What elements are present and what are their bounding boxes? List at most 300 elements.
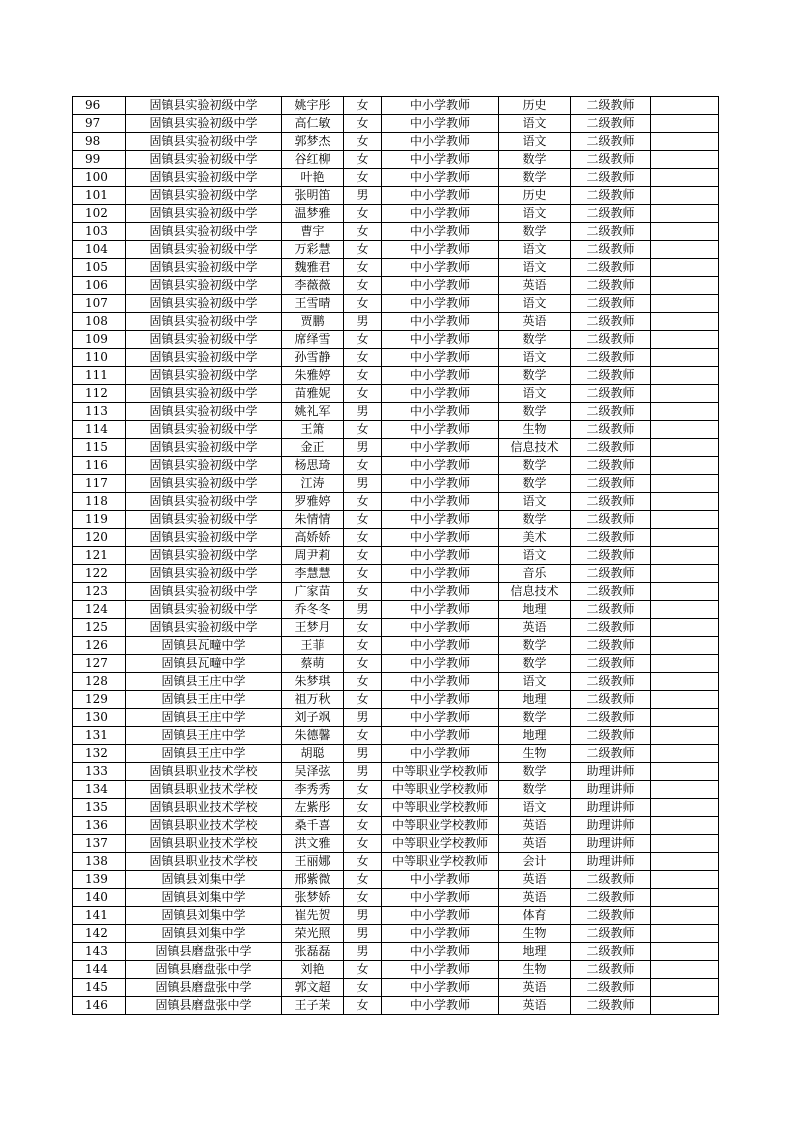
- name-cell: 曹宇: [282, 223, 344, 241]
- gender-cell: 男: [344, 439, 382, 457]
- title-cell: 助理讲师: [571, 799, 651, 817]
- blank-cell: [651, 223, 719, 241]
- school-cell: 固镇县实验初级中学: [126, 421, 282, 439]
- subject-cell: 英语: [499, 277, 571, 295]
- subject-cell: 英语: [499, 835, 571, 853]
- title-cell: 二级教师: [571, 349, 651, 367]
- category-cell: 中小学教师: [382, 277, 499, 295]
- row-number: 113: [73, 403, 126, 421]
- title-cell: 二级教师: [571, 583, 651, 601]
- category-cell: 中小学教师: [382, 205, 499, 223]
- name-cell: 李慧慧: [282, 565, 344, 583]
- subject-cell: 历史: [499, 97, 571, 115]
- subject-cell: 语文: [499, 385, 571, 403]
- name-cell: 刘艳: [282, 961, 344, 979]
- school-cell: 固镇县实验初级中学: [126, 529, 282, 547]
- school-cell: 固镇县实验初级中学: [126, 313, 282, 331]
- row-number: 124: [73, 601, 126, 619]
- row-number: 146: [73, 997, 126, 1015]
- title-cell: 二级教师: [571, 709, 651, 727]
- gender-cell: 女: [344, 547, 382, 565]
- school-cell: 固镇县实验初级中学: [126, 277, 282, 295]
- blank-cell: [651, 601, 719, 619]
- category-cell: 中小学教师: [382, 331, 499, 349]
- row-number: 103: [73, 223, 126, 241]
- school-cell: 固镇县磨盘张中学: [126, 943, 282, 961]
- row-number: 128: [73, 673, 126, 691]
- subject-cell: 语文: [499, 673, 571, 691]
- category-cell: 中小学教师: [382, 637, 499, 655]
- blank-cell: [651, 403, 719, 421]
- name-cell: 姚宇彤: [282, 97, 344, 115]
- name-cell: 桑千喜: [282, 817, 344, 835]
- table-row: [73, 475, 719, 493]
- subject-cell: 语文: [499, 547, 571, 565]
- subject-cell: 数学: [499, 763, 571, 781]
- category-cell: 中小学教师: [382, 889, 499, 907]
- name-cell: 荣光照: [282, 925, 344, 943]
- gender-cell: 女: [344, 817, 382, 835]
- table-row: [73, 691, 719, 709]
- school-cell: 固镇县实验初级中学: [126, 601, 282, 619]
- name-cell: 乔冬冬: [282, 601, 344, 619]
- name-cell: 王箫: [282, 421, 344, 439]
- title-cell: 二级教师: [571, 997, 651, 1015]
- blank-cell: [651, 439, 719, 457]
- subject-cell: 生物: [499, 961, 571, 979]
- gender-cell: 男: [344, 943, 382, 961]
- name-cell: 谷红柳: [282, 151, 344, 169]
- row-number: 96: [73, 97, 126, 115]
- category-cell: 中小学教师: [382, 691, 499, 709]
- category-cell: 中等职业学校教师: [382, 817, 499, 835]
- table-row: [73, 385, 719, 403]
- gender-cell: 女: [344, 799, 382, 817]
- blank-cell: [651, 907, 719, 925]
- gender-cell: 男: [344, 475, 382, 493]
- table-row: [73, 313, 719, 331]
- row-number: 144: [73, 961, 126, 979]
- name-cell: 崔先贺: [282, 907, 344, 925]
- category-cell: 中小学教师: [382, 907, 499, 925]
- name-cell: 王子茉: [282, 997, 344, 1015]
- table-row: [73, 403, 719, 421]
- school-cell: 固镇县王庄中学: [126, 727, 282, 745]
- title-cell: 二级教师: [571, 439, 651, 457]
- title-cell: 助理讲师: [571, 835, 651, 853]
- table-row: [73, 727, 719, 745]
- table-row: [73, 187, 719, 205]
- title-cell: 二级教师: [571, 295, 651, 313]
- school-cell: 固镇县职业技术学校: [126, 853, 282, 871]
- name-cell: 席绎雪: [282, 331, 344, 349]
- category-cell: 中小学教师: [382, 601, 499, 619]
- table-row: [73, 889, 719, 907]
- school-cell: 固镇县实验初级中学: [126, 385, 282, 403]
- blank-cell: [651, 565, 719, 583]
- title-cell: 二级教师: [571, 691, 651, 709]
- gender-cell: 女: [344, 727, 382, 745]
- category-cell: 中小学教师: [382, 169, 499, 187]
- name-cell: 魏雅君: [282, 259, 344, 277]
- category-cell: 中等职业学校教师: [382, 853, 499, 871]
- row-number: 119: [73, 511, 126, 529]
- gender-cell: 女: [344, 241, 382, 259]
- row-number: 136: [73, 817, 126, 835]
- school-cell: 固镇县实验初级中学: [126, 547, 282, 565]
- title-cell: 二级教师: [571, 205, 651, 223]
- title-cell: 二级教师: [571, 115, 651, 133]
- title-cell: 二级教师: [571, 511, 651, 529]
- gender-cell: 女: [344, 493, 382, 511]
- row-number: 100: [73, 169, 126, 187]
- category-cell: 中小学教师: [382, 241, 499, 259]
- category-cell: 中小学教师: [382, 493, 499, 511]
- table-row: [73, 457, 719, 475]
- school-cell: 固镇县职业技术学校: [126, 835, 282, 853]
- blank-cell: [651, 493, 719, 511]
- name-cell: 孙雪静: [282, 349, 344, 367]
- gender-cell: 女: [344, 421, 382, 439]
- gender-cell: 女: [344, 781, 382, 799]
- subject-cell: 数学: [499, 655, 571, 673]
- table-row: [73, 835, 719, 853]
- blank-cell: [651, 673, 719, 691]
- title-cell: 二级教师: [571, 673, 651, 691]
- gender-cell: 女: [344, 835, 382, 853]
- blank-cell: [651, 961, 719, 979]
- subject-cell: 数学: [499, 511, 571, 529]
- subject-cell: 英语: [499, 889, 571, 907]
- subject-cell: 数学: [499, 169, 571, 187]
- blank-cell: [651, 997, 719, 1015]
- table-row: [73, 709, 719, 727]
- name-cell: 万彩慧: [282, 241, 344, 259]
- table-row: [73, 133, 719, 151]
- blank-cell: [651, 205, 719, 223]
- table-row: [73, 493, 719, 511]
- school-cell: 固镇县实验初级中学: [126, 151, 282, 169]
- category-cell: 中小学教师: [382, 925, 499, 943]
- title-cell: 助理讲师: [571, 853, 651, 871]
- title-cell: 二级教师: [571, 961, 651, 979]
- blank-cell: [651, 349, 719, 367]
- table-row: [73, 241, 719, 259]
- subject-cell: 数学: [499, 709, 571, 727]
- title-cell: 二级教师: [571, 241, 651, 259]
- blank-cell: [651, 943, 719, 961]
- blank-cell: [651, 583, 719, 601]
- title-cell: 助理讲师: [571, 763, 651, 781]
- blank-cell: [651, 97, 719, 115]
- subject-cell: 体育: [499, 907, 571, 925]
- category-cell: 中小学教师: [382, 673, 499, 691]
- school-cell: 固镇县职业技术学校: [126, 817, 282, 835]
- subject-cell: 语文: [499, 349, 571, 367]
- subject-cell: 生物: [499, 745, 571, 763]
- row-number: 107: [73, 295, 126, 313]
- blank-cell: [651, 151, 719, 169]
- title-cell: 二级教师: [571, 133, 651, 151]
- row-number: 105: [73, 259, 126, 277]
- category-cell: 中小学教师: [382, 979, 499, 997]
- table-row: [73, 169, 719, 187]
- name-cell: 李秀秀: [282, 781, 344, 799]
- table-row: [73, 673, 719, 691]
- table-row: [73, 907, 719, 925]
- title-cell: 二级教师: [571, 979, 651, 997]
- table-row: [73, 655, 719, 673]
- category-cell: 中等职业学校教师: [382, 781, 499, 799]
- gender-cell: 男: [344, 403, 382, 421]
- school-cell: 固镇县实验初级中学: [126, 259, 282, 277]
- gender-cell: 女: [344, 529, 382, 547]
- subject-cell: 数学: [499, 475, 571, 493]
- name-cell: 朱梦琪: [282, 673, 344, 691]
- table-row: [73, 259, 719, 277]
- name-cell: 祖万秋: [282, 691, 344, 709]
- school-cell: 固镇县实验初级中学: [126, 331, 282, 349]
- school-cell: 固镇县实验初级中学: [126, 475, 282, 493]
- table-row: [73, 349, 719, 367]
- subject-cell: 语文: [499, 205, 571, 223]
- subject-cell: 语文: [499, 259, 571, 277]
- school-cell: 固镇县实验初级中学: [126, 403, 282, 421]
- title-cell: 二级教师: [571, 367, 651, 385]
- row-number: 141: [73, 907, 126, 925]
- name-cell: 王梦月: [282, 619, 344, 637]
- school-cell: 固镇县磨盘张中学: [126, 961, 282, 979]
- title-cell: 二级教师: [571, 277, 651, 295]
- title-cell: 二级教师: [571, 925, 651, 943]
- blank-cell: [651, 799, 719, 817]
- category-cell: 中小学教师: [382, 529, 499, 547]
- table-row: [73, 781, 719, 799]
- name-cell: 朱雅婷: [282, 367, 344, 385]
- school-cell: 固镇县实验初级中学: [126, 619, 282, 637]
- school-cell: 固镇县实验初级中学: [126, 511, 282, 529]
- row-number: 101: [73, 187, 126, 205]
- name-cell: 温梦雅: [282, 205, 344, 223]
- title-cell: 二级教师: [571, 457, 651, 475]
- blank-cell: [651, 619, 719, 637]
- gender-cell: 女: [344, 655, 382, 673]
- blank-cell: [651, 889, 719, 907]
- title-cell: 二级教师: [571, 259, 651, 277]
- gender-cell: 男: [344, 709, 382, 727]
- row-number: 129: [73, 691, 126, 709]
- row-number: 133: [73, 763, 126, 781]
- name-cell: 张明笛: [282, 187, 344, 205]
- row-number: 118: [73, 493, 126, 511]
- school-cell: 固镇县实验初级中学: [126, 439, 282, 457]
- table-row: [73, 763, 719, 781]
- row-number: 123: [73, 583, 126, 601]
- school-cell: 固镇县实验初级中学: [126, 133, 282, 151]
- name-cell: 朱情情: [282, 511, 344, 529]
- name-cell: 贾鹏: [282, 313, 344, 331]
- school-cell: 固镇县实验初级中学: [126, 241, 282, 259]
- subject-cell: 生物: [499, 925, 571, 943]
- school-cell: 固镇县实验初级中学: [126, 223, 282, 241]
- table-row: [73, 619, 719, 637]
- school-cell: 固镇县刘集中学: [126, 907, 282, 925]
- row-number: 120: [73, 529, 126, 547]
- school-cell: 固镇县实验初级中学: [126, 115, 282, 133]
- name-cell: 洪文雅: [282, 835, 344, 853]
- school-cell: 固镇县刘集中学: [126, 871, 282, 889]
- category-cell: 中等职业学校教师: [382, 835, 499, 853]
- gender-cell: 女: [344, 205, 382, 223]
- table-row: [73, 529, 719, 547]
- category-cell: 中小学教师: [382, 151, 499, 169]
- row-number: 134: [73, 781, 126, 799]
- blank-cell: [651, 385, 719, 403]
- name-cell: 苗雅妮: [282, 385, 344, 403]
- row-number: 145: [73, 979, 126, 997]
- name-cell: 朱德馨: [282, 727, 344, 745]
- blank-cell: [651, 187, 719, 205]
- subject-cell: 地理: [499, 691, 571, 709]
- blank-cell: [651, 529, 719, 547]
- subject-cell: 语文: [499, 493, 571, 511]
- category-cell: 中小学教师: [382, 745, 499, 763]
- row-number: 112: [73, 385, 126, 403]
- blank-cell: [651, 871, 719, 889]
- gender-cell: 女: [344, 565, 382, 583]
- category-cell: 中小学教师: [382, 997, 499, 1015]
- category-cell: 中小学教师: [382, 187, 499, 205]
- gender-cell: 男: [344, 907, 382, 925]
- category-cell: 中小学教师: [382, 961, 499, 979]
- title-cell: 二级教师: [571, 313, 651, 331]
- category-cell: 中等职业学校教师: [382, 763, 499, 781]
- subject-cell: 信息技术: [499, 439, 571, 457]
- table-row: [73, 547, 719, 565]
- subject-cell: 英语: [499, 313, 571, 331]
- category-cell: 中小学教师: [382, 259, 499, 277]
- blank-cell: [651, 817, 719, 835]
- title-cell: 二级教师: [571, 565, 651, 583]
- name-cell: 王雪晴: [282, 295, 344, 313]
- school-cell: 固镇县瓦疃中学: [126, 637, 282, 655]
- table-row: [73, 97, 719, 115]
- title-cell: 二级教师: [571, 871, 651, 889]
- blank-cell: [651, 547, 719, 565]
- gender-cell: 女: [344, 511, 382, 529]
- row-number: 130: [73, 709, 126, 727]
- name-cell: 高娇娇: [282, 529, 344, 547]
- table-row: [73, 115, 719, 133]
- category-cell: 中小学教师: [382, 475, 499, 493]
- table-row: [73, 421, 719, 439]
- table-row: [73, 979, 719, 997]
- name-cell: 蔡萌: [282, 655, 344, 673]
- table-row: [73, 511, 719, 529]
- gender-cell: 女: [344, 331, 382, 349]
- subject-cell: 信息技术: [499, 583, 571, 601]
- title-cell: 二级教师: [571, 223, 651, 241]
- table-row: [73, 439, 719, 457]
- title-cell: 二级教师: [571, 385, 651, 403]
- school-cell: 固镇县实验初级中学: [126, 187, 282, 205]
- gender-cell: 女: [344, 115, 382, 133]
- gender-cell: 女: [344, 151, 382, 169]
- title-cell: 二级教师: [571, 97, 651, 115]
- row-number: 98: [73, 133, 126, 151]
- row-number: 122: [73, 565, 126, 583]
- subject-cell: 数学: [499, 457, 571, 475]
- blank-cell: [651, 781, 719, 799]
- row-number: 102: [73, 205, 126, 223]
- school-cell: 固镇县实验初级中学: [126, 565, 282, 583]
- title-cell: 助理讲师: [571, 781, 651, 799]
- gender-cell: 女: [344, 295, 382, 313]
- title-cell: 二级教师: [571, 475, 651, 493]
- blank-cell: [651, 511, 719, 529]
- table-row: [73, 367, 719, 385]
- table-row: [73, 745, 719, 763]
- subject-cell: 英语: [499, 871, 571, 889]
- blank-cell: [651, 115, 719, 133]
- gender-cell: 女: [344, 871, 382, 889]
- title-cell: 二级教师: [571, 403, 651, 421]
- row-number: 138: [73, 853, 126, 871]
- row-number: 126: [73, 637, 126, 655]
- blank-cell: [651, 637, 719, 655]
- subject-cell: 语文: [499, 241, 571, 259]
- school-cell: 固镇县实验初级中学: [126, 349, 282, 367]
- row-number: 142: [73, 925, 126, 943]
- title-cell: 二级教师: [571, 619, 651, 637]
- category-cell: 中小学教师: [382, 871, 499, 889]
- table-row: [73, 637, 719, 655]
- school-cell: 固镇县王庄中学: [126, 673, 282, 691]
- subject-cell: 语文: [499, 295, 571, 313]
- row-number: 116: [73, 457, 126, 475]
- table-row: [73, 151, 719, 169]
- table-row: [73, 943, 719, 961]
- school-cell: 固镇县职业技术学校: [126, 799, 282, 817]
- blank-cell: [651, 295, 719, 313]
- gender-cell: 女: [344, 637, 382, 655]
- title-cell: 二级教师: [571, 187, 651, 205]
- school-cell: 固镇县瓦疃中学: [126, 655, 282, 673]
- blank-cell: [651, 763, 719, 781]
- table-row: [73, 223, 719, 241]
- name-cell: 左紫彤: [282, 799, 344, 817]
- title-cell: 二级教师: [571, 655, 651, 673]
- school-cell: 固镇县磨盘张中学: [126, 979, 282, 997]
- name-cell: 叶艳: [282, 169, 344, 187]
- name-cell: 王丽娜: [282, 853, 344, 871]
- row-number: 97: [73, 115, 126, 133]
- row-number: 143: [73, 943, 126, 961]
- gender-cell: 男: [344, 313, 382, 331]
- subject-cell: 语文: [499, 799, 571, 817]
- table-row: [73, 601, 719, 619]
- school-cell: 固镇县实验初级中学: [126, 295, 282, 313]
- title-cell: 二级教师: [571, 529, 651, 547]
- blank-cell: [651, 259, 719, 277]
- title-cell: 二级教师: [571, 493, 651, 511]
- title-cell: 二级教师: [571, 421, 651, 439]
- blank-cell: [651, 475, 719, 493]
- table-row: [73, 925, 719, 943]
- school-cell: 固镇县实验初级中学: [126, 367, 282, 385]
- blank-cell: [651, 241, 719, 259]
- subject-cell: 英语: [499, 619, 571, 637]
